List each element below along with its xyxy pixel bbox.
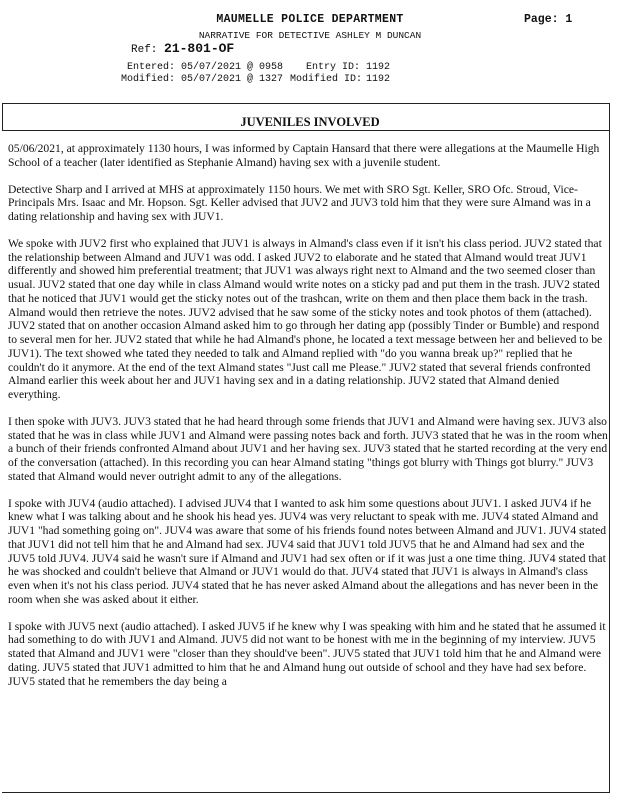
modified-id-label: Modified ID: <box>290 74 363 85</box>
section-title: JUVENILES INVOLVED <box>240 115 380 129</box>
entry-id-value: 1192 <box>366 62 391 73</box>
header-divider <box>2 103 610 104</box>
entry-id-label: Entry ID: <box>305 62 360 73</box>
entered-value: 05/07/2021 @ 0958 <box>181 62 284 73</box>
narrative-paragraph-3: We spoke with JUV2 first who explained that JUV1 is always in Almand's class even if it isn't his class period. JUV2 stated that the relationship between Almand and JUV1 was odd. I asked JUV2 to elaborate and he stated that Almand would treat JUV1 differently and showed him preferential treatment; that JUV1 was always right next to Almand and the two seemed closer than usual. JUV2 stated that one day while in class Almand would write notes on a sticky pad and put them in the trash. JUV2 stated that he noticed that JUV1 would get the sticky notes out of the trashcan, write on them and then place them back in the trash. Almand would then retrieve the notes. JUV2 advised that he saw some of the sticky notes and took photos of them (attached). JUV2 stated that on another occasion Almand asked him to go through her dating app (possibly Tinder or Bumble) and respond to several men for her. JUV2 stated that while he had Almand's phone, he located a text message between her and believed to be JUV1). The text showed whe tated they needed to talk and Almand replied with "do you wanna break up?" replied that he couldn't do it anymore. At the end of the text Almand states "Just call me Please." JUV2 stated that several friends confronted Almand earlier this week about her and JUV1 having sex and in a dating relationship. JUV2 stated that Almand denied everything. <box>8 236 603 401</box>
narrative-paragraph-2: Detective Sharp and I arrived at MHS at approximately 1150 hours. We met with SRO Sgt. Keller, SRO Ofc. Stroud, Vice-Principals Mrs. Isaac and Mr. Hopson. Sgt. Keller advised that JUV2 and JUV3 told him that they were sure Almand was in a dating relationship and having sex with JUV1. <box>8 182 591 223</box>
page-bottom-border <box>2 792 610 793</box>
ref-value: 21-801-OF <box>164 41 235 56</box>
department-name: MAUMELLE POLICE DEPARTMENT <box>216 13 404 26</box>
narrative-paragraph-1: 05/06/2021, at approximately 1130 hours, I was informed by Captain Hansard that there were allegations at the Maumelle High School of a teacher (later identified as Stephanie Almand) having sex with a juvenile student. <box>8 142 600 169</box>
ref-line <box>131 43 234 56</box>
narrative-title: NARRATIVE FOR DETECTIVE ASHLEY M DUNCAN <box>198 30 422 41</box>
ref-label: Ref: <box>131 44 158 56</box>
entered-label: Entered: <box>126 62 175 73</box>
modified-id-value: 1192 <box>366 74 391 85</box>
narrative-body <box>8 142 608 701</box>
narrative-paragraph-6: I spoke with JUV5 next (audio attached). I asked JUV5 if he knew why I was speaking with him and he stated that he assumed it had something to do with JUV1 and Almand. JUV5 did not want to be honest with me in the beginning of my interview. JUV5 stated that Almand and JUV1 were "closer than they should've been". JUV5 stated that JUV1 told him that he and Almand were dating. JUV5 stated that JUV1 admitted to him that he and Almand hung out outside of school and they have had sex before. JUV5 stated that he remembers the day being a <box>8 619 606 688</box>
page-right-border <box>609 103 610 793</box>
narrative-paragraph-5: I spoke with JUV4 (audio attached). I advised JUV4 that I wanted to ask him some questions about JUV1. I asked JUV4 if he knew what I was talking about and he shook his head yes. JUV4 was very reluctant to speak with me. JUV4 stated Almand and JUV1 "had something going on". JUV4 was aware that some of his friends found notes between Almand and JUV1. JUV4 stated that JUV1 did not tell him that he and Almand had sex. JUV4 said that JUV1 told JUV5 that he and Almand had sex and the JUV5 told JUV4. JUV4 said he wasn't sure if Almand and JUV1 had sex often or if it was just a one time thing. JUV4 stated that he was shocked and couldn't believe that Almand or JUV1 would do that. JUV4 stated that JUV1 is always in Almand's class even when it's not his class period. JUV4 stated that he has never asked Almand about the allegations and has never been in the room when she was asked about it either. <box>8 496 607 606</box>
modified-label: Modified: <box>120 74 175 85</box>
modified-value: 05/07/2021 @ 1327 <box>181 74 284 85</box>
section-divider <box>2 130 610 131</box>
page-number: Page: 1 <box>524 13 573 26</box>
narrative-paragraph-4: I then spoke with JUV3. JUV3 stated that he had heard through some friends that JUV1 and Almand were having sex. JUV3 also stated that he was in class while JUV1 and Almand were passing notes back and forth. JUV3 stated that he was in the room when a bunch of their friends confronted Almand about JUV1 and her having sex. JUV3 stated that he started recording at the very end of the conversation (attached). In this recording you can hear Almand stating "things got blurry with Things got blurry." JUV3 stated that Almand would never outright admit to any of the allegations. <box>8 414 608 483</box>
